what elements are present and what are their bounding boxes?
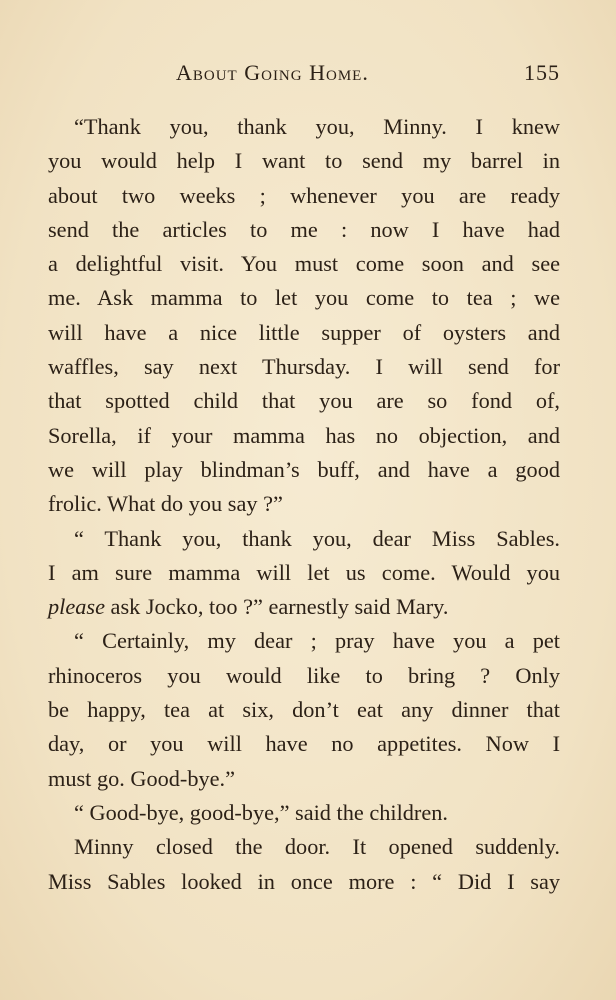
text-line: me. Ask mamma to let you come to tea ; we bbox=[48, 285, 560, 311]
text-line: “ Certainly, my dear ; pray have you a pet bbox=[74, 628, 560, 654]
text-line: must go. Good-bye.” bbox=[48, 765, 236, 791]
text-line: a delightful visit. You must come soon and see bbox=[48, 251, 560, 277]
text-line: send the articles to me : now I have had bbox=[48, 216, 560, 242]
page-header bbox=[48, 58, 562, 92]
text-line: rhinoceros you would like to bring ? Only bbox=[48, 662, 560, 688]
text-line: you would help I want to send my barrel in bbox=[48, 148, 560, 174]
text-line: I am sure mamma will let us come. Would you bbox=[48, 559, 560, 585]
text-line: Minny closed the door. It opened suddenly. bbox=[74, 834, 560, 860]
text-line: Miss Sables looked in once more : “ Did I say bbox=[48, 868, 560, 894]
text-line: Sorella, if your mamma has no objection, and bbox=[48, 422, 560, 448]
text-line: day, or you will have no appetites. Now I bbox=[48, 731, 560, 757]
text-line: waffles, say next Thursday. I will send for bbox=[48, 354, 560, 380]
text-line: “ Good-bye, good-bye,” said the children. bbox=[74, 799, 448, 825]
running-title: About Going Home. bbox=[176, 60, 369, 85]
text-line: that spotted child that you are so fond of, bbox=[48, 388, 560, 414]
emphasis-please: please bbox=[48, 594, 105, 620]
page-number: 155 bbox=[524, 60, 560, 85]
text-fragment: ask Jocko, too ?” earnestly said Mary. bbox=[104, 594, 449, 620]
body-text bbox=[48, 110, 560, 899]
text-line: “Thank you, thank you, Minny. I knew bbox=[74, 114, 560, 139]
text-line: about two weeks ; whenever you are ready bbox=[48, 182, 560, 208]
text-line: we will play blindman’s buff, and have a good bbox=[48, 456, 560, 482]
text-line: frolic. What do you say ?” bbox=[48, 491, 283, 517]
text-line: will have a nice little supper of oysters and bbox=[48, 319, 560, 345]
text-line: “ Thank you, thank you, dear Miss Sables. bbox=[74, 525, 560, 551]
text-line-mixed bbox=[48, 590, 560, 624]
text-line: be happy, tea at six, don’t eat any dinner that bbox=[48, 697, 560, 723]
